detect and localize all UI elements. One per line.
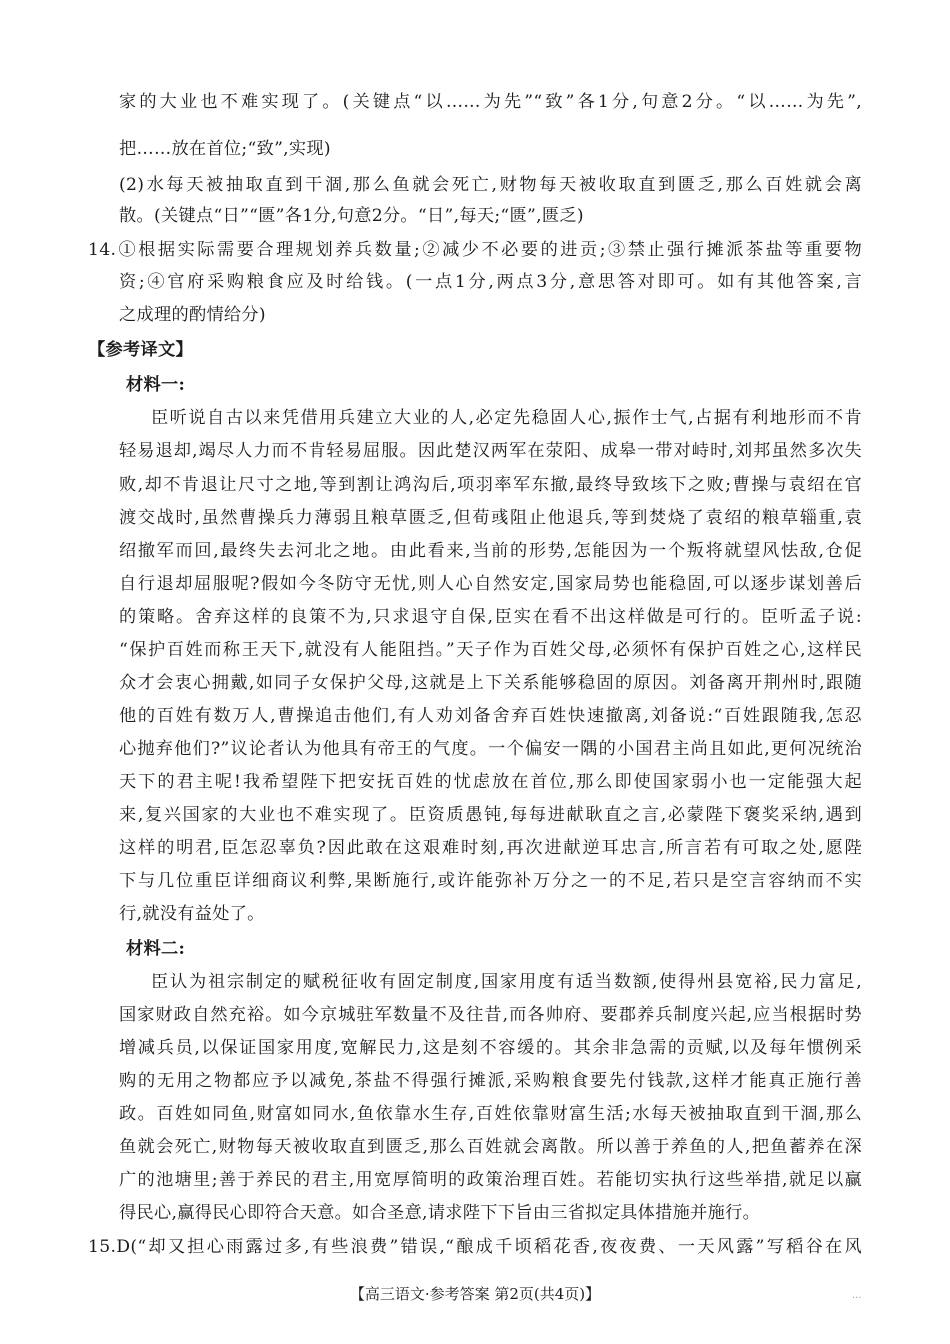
paragraph-line: 败,却不肯退让尺寸之地,等到割让鸿沟后,项羽率军东撤,最终导致垓下之败;曹操与袁绍在官: [119, 475, 862, 495]
paragraph-line: 的策略。舍弃这样的良策不为,只求退守自保,臣实在看不出这样做是可行的。臣听孟子说:: [119, 607, 862, 627]
paragraph-line: 下与几位重臣详细商议利弊,果断施行,或许能弥补万分之一的不足,若只是空言容纳而不实: [119, 871, 862, 891]
paragraph-line: “保护百姓而称王天下,就没有人能阻挡。”天子作为百姓父母,必须怀有保护百姓之心,这样民: [119, 640, 862, 660]
text-line: 散。(关键点“日”“匮”各1分,句意2分。“日”,每天;“匮”,匮乏): [119, 206, 584, 226]
paragraph-line: 轻易退却,竭尽人力而不肯轻易屈服。因此楚汉两军在荥阳、成皋一带对峙时,刘邦虽然多次失: [119, 441, 862, 461]
paragraph-line: 众才会衷心拥戴,如同子女保护父母,这就是上下关系能够稳固的原因。刘备离开荆州时,跟随: [119, 673, 862, 693]
text-line: 家的大业也不难实现了。(关键点“以……为先”“致”各1分,句意2分。“以……为先”,: [119, 92, 862, 112]
paragraph-line: 政。百姓如同鱼,财富如同水,鱼依靠水生存,百姓依靠财富生活;水每天被抽取直到干涸,那么: [119, 1104, 862, 1124]
page-footer: 【高三语文·参考答案 第2页(共4页)】: [349, 1285, 601, 1303]
subsection-heading: 材料二:: [126, 939, 186, 959]
paragraph-line: 这样的明君,臣怎忍辜负?因此敢在这艰难时刻,再次进献逆耳忠言,所言若有可取之处,愿陛: [119, 838, 862, 858]
paragraph-line: 臣认为祖宗制定的赋税征收有固定制度,国家用度有适当数额,使得州县宽裕,民力富足,: [151, 972, 862, 992]
paragraph-line: 绍撤军而回,最终失去河北之地。由此看来,当前的形势,怎能因为一个叛将就望风怯敌,仓促: [119, 541, 862, 561]
paragraph-line: 得民心,赢得民心即符合天意。如合圣意,请求陛下下旨由三省拟定具体措施并施行。: [119, 1203, 761, 1223]
paragraph-line: 行,就没有益处了。: [119, 904, 265, 924]
text-line: 把……放在首位;“致”,实现): [119, 139, 331, 159]
paragraph-line: 广的池塘里;善于养民的君主,用宽厚简明的政策治理百姓。若能切实执行这些举措,就足以赢: [119, 1170, 862, 1190]
paragraph-line: 增减兵员,以保证国家用度,宽解民力,这是刻不容缓的。其余非急需的贡赋,以及每年惯例采: [119, 1038, 862, 1058]
text-line: (2)水每天被抽取直到干涸,那么鱼就会死亡,财物每天被收取直到匮乏,那么百姓就会离: [119, 175, 862, 195]
paragraph-line: 购的无用之物都应予以减免,茶盐不得强行摊派,采购粮食要先付钱款,这样才能真正施行善: [119, 1071, 862, 1091]
paragraph-line: 鱼就会死亡,财物每天被收取直到匮乏,那么百姓就会离散。所以善于养鱼的人,把鱼蓄养在深: [119, 1137, 862, 1157]
question-14: 14.①根据实际需要合理规划养兵数量;②减少不必要的进贡;③禁止强行摊派茶盐等重要物: [88, 240, 862, 260]
paragraph-line: 臣听说自古以来凭借用兵建立大业的人,必定先稳固人心,振作士气,占据有利地形而不肯: [151, 408, 862, 428]
text-line: 资;④官府采购粮食应及时给钱。(一点1分,两点3分,意思答对即可。如有其他答案,言: [119, 272, 862, 292]
paragraph-line: 心抛弃他们?”议论者认为他具有帝王的气度。一个偏安一隅的小国君主尚且如此,更何况统治: [119, 739, 862, 759]
paragraph-line: 天下的君主呢!我希望陛下把安抚百姓的忧虑放在首位,那么即使国家弱小也一定能强大起: [119, 772, 862, 792]
paragraph-line: 国家财政自然充裕。如今京城驻军数量不及往昔,而各帅府、要郡养兵制度兴起,应当根据时势: [119, 1005, 862, 1025]
question-15: 15.D(“却又担心雨露过多,有些浪费”错误,“酿成千顷稻花香,夜夜费、一天风露”写稻谷在风: [88, 1237, 862, 1257]
paragraph-line: 自行退却屈服呢?假如今冬防守无忧,则人心自然安定,国家局势也能稳固,可以逐步谋划善后: [119, 574, 862, 594]
paragraph-line: 他的百姓有数万人,曹操追击他们,有人劝刘备舍弃百姓快速撤离,刘备说:“百姓跟随我,怎忍: [119, 706, 862, 726]
section-heading: 【参考译文】: [88, 340, 193, 360]
text-line: 之成理的酌情给分): [119, 305, 266, 325]
paragraph-line: 来,复兴国家的大业也不难实现了。臣资质愚钝,每每进献耿直之言,必蒙陛下褒奖采纳,遇到: [119, 805, 862, 825]
subsection-heading: 材料一:: [126, 375, 186, 395]
corner-mark: ...: [852, 1290, 862, 1301]
paragraph-line: 渡交战时,虽然曹操兵力薄弱且粮草匮乏,但荀彧阻止他退兵,等到焚烧了袁绍的粮草辎重,袁: [119, 508, 862, 528]
